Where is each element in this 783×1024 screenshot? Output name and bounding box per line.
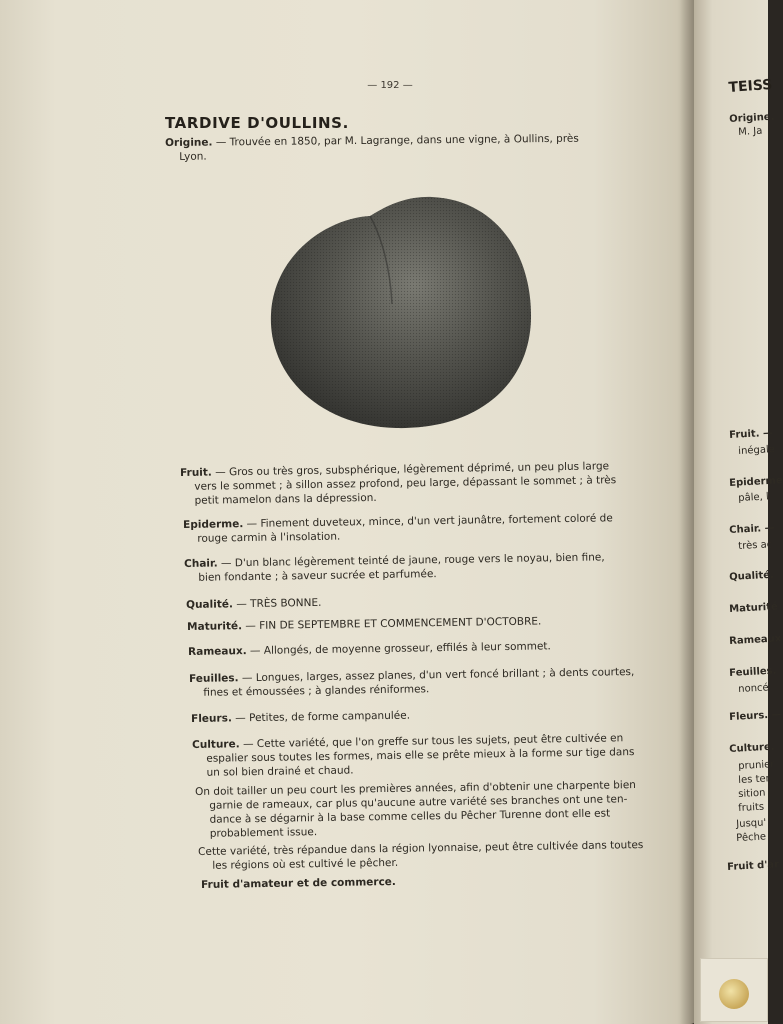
taille-paragraph: [195, 778, 637, 841]
epiderme-label: Epiderme.: [183, 518, 244, 531]
origine-entry: [165, 132, 579, 164]
region-text: Cette variété, très répandue dans la région lyonnaise, peut être cultivée dans toutes: [198, 839, 644, 858]
rameaux-entry: [188, 639, 551, 659]
rameaux-text: — Allongés, de moyenne grosseur, effilés à leur sommet.: [246, 640, 551, 658]
right-line-culture-cont-6: Pêche: [736, 831, 767, 844]
right-line-fruit: Fruit. —: [729, 427, 774, 441]
right-line-feuilles-cont: noncé: [738, 682, 769, 695]
fruit-text-cont-2: petit mamelon dans la dépression.: [194, 491, 377, 507]
epiderme-entry: [183, 511, 613, 546]
right-line-fruit-cont: inégale: [738, 444, 776, 457]
right-line-chair-cont: très ac: [738, 539, 773, 552]
right-line-culture-cont-1: prunier: [738, 759, 775, 772]
taille-text-cont-2: dance à se dégarnir à la base comme celles du Pêcher Turenne dont elle est: [209, 807, 611, 826]
fruit-entry: [180, 459, 617, 508]
fleurs-label: Fleurs.: [191, 712, 232, 725]
right-line-culture-cont-2: les ter: [738, 773, 771, 786]
taille-text-cont-1: garnie de rameaux, car plus qu'aucune autre variété ses branches ont une ten-: [209, 793, 628, 812]
corner-thumbnail: [700, 958, 768, 1022]
culture-entry: [192, 731, 635, 780]
feuilles-text-cont: fines et émoussées ; à glandes réniformes.: [203, 683, 430, 699]
fruit-text: — Gros ou très gros, subsphérique, légèrement déprimé, un peu plus large: [211, 460, 610, 479]
right-line-epiderme-cont: pâle, l: [738, 491, 770, 504]
culture-text: — Cette variété, que l'on greffe sur tous les sujets, peut être cultivée en: [239, 732, 624, 751]
fruit-text-cont-1: vers le sommet ; à sillon assez profond, peu large, dépassant le sommet ; à très: [194, 474, 617, 493]
chair-label: Chair.: [184, 557, 218, 570]
feuilles-label: Feuilles.: [189, 672, 239, 685]
right-line-qualite: Qualité.: [729, 569, 775, 583]
right-line-origine: Origine.: [729, 111, 775, 125]
peach-photo: [268, 194, 534, 430]
culture-text-cont-1: espalier sous toutes les formes, mais elle se prête mieux à la forme sur tige dans: [206, 746, 635, 765]
feuilles-text: — Longues, larges, assez planes, d'un vert foncé brillant ; à dents courtes,: [238, 666, 635, 685]
footer-note: [201, 875, 396, 892]
page-number: — 192 —: [367, 80, 413, 91]
fleurs-text: — Petites, de forme campanulée.: [231, 709, 411, 725]
origine-label: Origine.: [165, 136, 213, 149]
right-line-culture-cont-5: Jusqu': [736, 817, 767, 830]
right-line-rameaux: Rameaux: [729, 633, 782, 647]
fruit-label: Fruit.: [180, 466, 212, 479]
right-line-culture: Culture.: [729, 741, 775, 755]
right-line-origine-cont: M. Ja: [738, 125, 763, 138]
right-line-culture-cont-4: fruits: [738, 801, 765, 814]
origine-text: — Trouvée en 1850, par M. Lagrange, dans une vigne, à Oullins, près: [212, 132, 579, 149]
right-page-title: TEISS: [728, 76, 773, 96]
taille-text-cont-3: probablement issue.: [209, 826, 318, 840]
qualite-label: Qualité.: [186, 598, 234, 611]
chair-entry: [184, 550, 605, 585]
chair-text: — D'un blanc légèrement teinté de jaune, rouge vers le noyau, bien fine,: [217, 551, 605, 570]
culture-label: Culture.: [192, 738, 240, 751]
culture-text-cont-2: un sol bien drainé et chaud.: [206, 764, 354, 779]
right-line-maturite: Maturité: [729, 601, 779, 615]
right-line-chair: Chair. —: [729, 522, 775, 536]
qualite-entry: [186, 596, 322, 612]
maturite-text: — FIN DE SEPTEMBRE ET COMMENCEMENT D'OCTOBRE.: [241, 615, 542, 633]
right-line-feuilles: Feuilles.: [729, 665, 777, 679]
right-line-culture-cont-3: sition: [738, 787, 766, 800]
epiderme-text-cont: rouge carmin à l'insolation.: [197, 530, 341, 545]
fleurs-entry: [191, 709, 410, 726]
origine-text-cont: Lyon.: [179, 150, 207, 163]
right-line-epiderme: Epiderme: [729, 475, 783, 489]
variety-title: TARDIVE D'OULLINS.: [165, 114, 349, 132]
rameaux-label: Rameaux.: [188, 645, 247, 658]
footer-note-text: Fruit d'amateur et de commerce.: [201, 875, 396, 891]
epiderme-text: — Finement duveteux, mince, d'un vert jaunâtre, fortement coloré de: [243, 512, 613, 531]
taille-text: On doit tailler un peu court les premières années, afin d'obtenir une charpente bien: [195, 779, 637, 798]
qualite-text: — TRÈS BONNE.: [232, 596, 322, 611]
maturite-entry: [187, 614, 541, 634]
right-line-footer: Fruit d'ar: [727, 859, 780, 873]
feuilles-entry: [189, 665, 635, 700]
right-line-fleurs: Fleurs. —: [729, 709, 782, 723]
chair-text-cont: bien fondante ; à saveur sucrée et parfumée.: [198, 568, 437, 584]
thumbnail-fruit-icon: [719, 979, 749, 1009]
region-paragraph: [198, 838, 644, 873]
region-text-cont: les régions où est cultivé le pêcher.: [212, 856, 399, 872]
maturite-label: Maturité.: [187, 620, 243, 633]
